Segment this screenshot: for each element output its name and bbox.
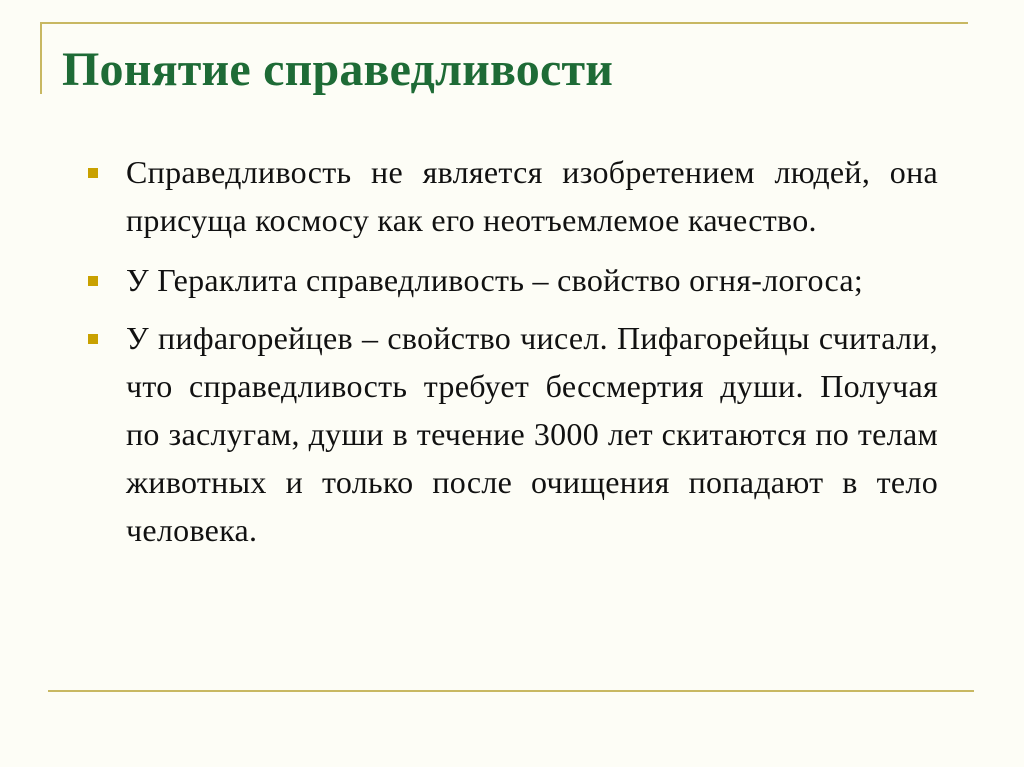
bottom-divider — [48, 690, 974, 692]
left-divider — [40, 22, 42, 94]
bullet-text: Справедливость не является изобретением людей, она присуща космосу как его неотъемлемое качество. — [126, 154, 938, 238]
square-bullet-icon — [88, 334, 98, 344]
list-item — [86, 148, 938, 244]
square-bullet-icon — [88, 276, 98, 286]
bullet-text: У Гераклита справедливость – свойство огня-логоса; — [126, 262, 864, 298]
list-item — [86, 256, 938, 304]
square-bullet-icon — [88, 168, 98, 178]
bullet-list — [86, 148, 938, 566]
slide-title: Понятие справедливости — [62, 43, 614, 96]
bullet-text: У пифагорейцев – свойство чисел. Пифагорейцы считали, что справедливость требует бессмертия души. Получая по заслугам, души в течение 3000 лет скитаются по телам животных и только после очищения попадают в тело человека. — [126, 320, 938, 548]
list-item — [86, 314, 938, 554]
top-divider — [40, 22, 968, 24]
